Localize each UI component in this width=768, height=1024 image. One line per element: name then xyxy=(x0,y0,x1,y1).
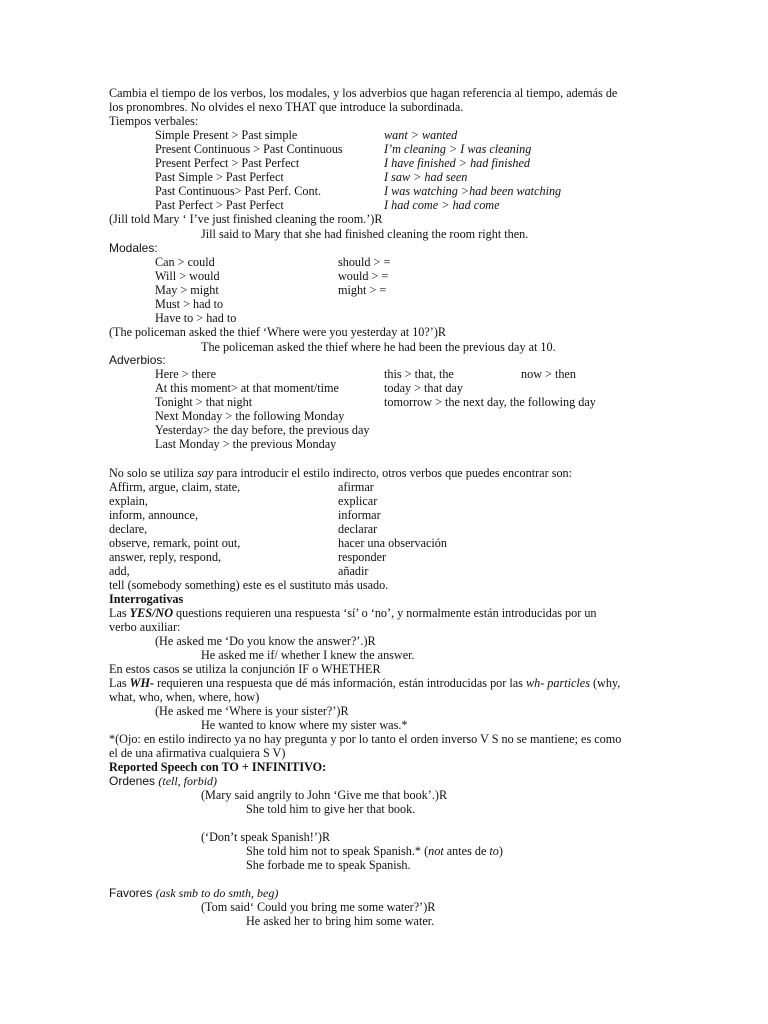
wh-line xyxy=(109,676,620,690)
ex2-reported-pre: She told him not to speak Spanish.* ( xyxy=(246,844,429,858)
infinitive-example-reported: She forbade me to speak Spanish. xyxy=(246,858,411,872)
tense-rule: Past Simple > Past Perfect xyxy=(155,170,284,184)
verb-spanish: informar xyxy=(338,508,381,522)
tenses-example-direct: (Jill told Mary ‘ I’ve just finished cleaning the room.’)R xyxy=(109,212,383,226)
favours-hint: (ask smb to do smth, beg) xyxy=(155,886,279,900)
adverb-rule: At this moment> at that moment/time xyxy=(155,381,339,395)
adverb-rule: Next Monday > the following Monday xyxy=(155,409,345,423)
adverb-rule: Here > there xyxy=(155,367,217,381)
adverb-rule: this > that, the xyxy=(384,367,454,381)
tense-example: I had come > had come xyxy=(384,198,500,212)
ex2-not: not xyxy=(428,844,444,858)
modal-rule: would > = xyxy=(338,269,389,283)
yesno-pre: Las xyxy=(109,606,130,620)
questions-heading: Interrogativas xyxy=(109,592,184,606)
verbs-intro-post: para introducir el estilo indirecto, otros verbos que puedes encontrar son: xyxy=(213,466,573,480)
intro-line-2: los pronombres. No olvides el nexo THAT que introduce la subordinada. xyxy=(109,100,464,114)
wh-italic: wh- particles xyxy=(525,676,590,690)
yesno-line xyxy=(109,606,597,620)
infinitive-example-direct: (Tom said‘ Could you bring me some water?’)R xyxy=(201,900,436,914)
modals-example-direct: (The policeman asked the thief ‘Where were you yesterday at 10?’)R xyxy=(109,325,447,339)
question-example-direct: (He asked me ‘Where is your sister?’)R xyxy=(155,704,349,718)
orders-label: Ordenes xyxy=(109,774,159,788)
tenses-heading: Tiempos verbales: xyxy=(109,114,199,128)
note-line-1: *(Ojo: en estilo indirecto ya no hay pregunta y por lo tanto el orden inverso V S no se mantiene; es como xyxy=(109,732,622,746)
orders-hint: (tell, forbid) xyxy=(158,774,218,788)
verb-english: Affirm, argue, claim, state, xyxy=(109,480,241,494)
tense-example: I have finished > had finished xyxy=(384,156,530,170)
question-example-reported: He asked me if/ whether I knew the answer. xyxy=(201,648,415,662)
verb-english: answer, reply, respond, xyxy=(109,550,222,564)
modals-example-reported: The policeman asked the thief where he had been the previous day at 10. xyxy=(201,340,556,354)
ex2-to: to xyxy=(489,844,499,858)
verbs-intro xyxy=(109,466,572,480)
tense-rule: Present Continuous > Past Continuous xyxy=(155,142,343,156)
verb-english: declare, xyxy=(109,522,148,536)
infinitive-heading: Reported Speech con TO + INFINITIVO: xyxy=(109,760,327,774)
question-example-direct: (He asked me ‘Do you know the answer?’.)R xyxy=(155,634,376,648)
ex2-close: ) xyxy=(498,844,503,858)
yesno-post: questions requieren una respuesta ‘sí’ o ‘no’, y normalmente están introducidas por un xyxy=(173,606,597,620)
verb-spanish: hacer una observación xyxy=(338,536,447,550)
infinitive-example-reported xyxy=(246,844,503,858)
favours-label: Favores xyxy=(109,886,156,900)
tense-rule: Simple Present > Past simple xyxy=(155,128,298,142)
modal-rule: Can > could xyxy=(155,255,215,269)
adverb-rule: Yesterday> the day before, the previous day xyxy=(155,423,370,437)
modal-rule: May > might xyxy=(155,283,219,297)
modal-rule: should > = xyxy=(338,255,391,269)
note-line-2: el de una afirmativa cualquiera S V) xyxy=(109,746,286,760)
yesno-line-2: verbo auxiliar: xyxy=(109,620,181,634)
question-example-reported: He wanted to know where my sister was.* xyxy=(201,718,408,732)
adverb-rule: tomorrow > the next day, the following day xyxy=(384,395,596,409)
verbs-intro-pre: No solo se utiliza xyxy=(109,466,198,480)
infinitive-example-reported: He asked her to bring him some water. xyxy=(246,914,435,928)
verb-spanish: afirmar xyxy=(338,480,374,494)
verb-english: observe, remark, point out, xyxy=(109,536,241,550)
infinitive-example-reported: She told him to give her that book. xyxy=(246,802,416,816)
modal-rule: Must > had to xyxy=(155,297,224,311)
yesno-bold: YES/NO xyxy=(129,606,173,620)
favours-line xyxy=(109,886,278,900)
tenses-example-reported: Jill said to Mary that she had finished cleaning the room right then. xyxy=(201,227,529,241)
tense-example: want > wanted xyxy=(384,128,458,142)
adverbs-heading: Adverbios: xyxy=(109,353,166,367)
verb-spanish: añadir xyxy=(338,564,369,578)
adverb-rule: Last Monday > the previous Monday xyxy=(155,437,337,451)
tense-rule: Present Perfect > Past Perfect xyxy=(155,156,300,170)
verb-spanish: explicar xyxy=(338,494,378,508)
wh-pre: Las xyxy=(109,676,130,690)
infinitive-example-direct: (‘Don’t speak Spanish!’)R xyxy=(201,830,331,844)
verbs-tell-line: tell (somebody something) este es el sustituto más usado. xyxy=(109,578,389,592)
modal-rule: might > = xyxy=(338,283,387,297)
ex2-mid: antes de xyxy=(443,844,490,858)
wh-post: (why, xyxy=(589,676,621,690)
tense-example: I saw > had seen xyxy=(384,170,468,184)
adverb-rule: today > that day xyxy=(384,381,463,395)
intro-line-1: Cambia el tiempo de los verbos, los modales, y los adverbios que hagan referencia al tiempo, además de xyxy=(109,86,618,100)
orders-line xyxy=(109,774,217,788)
modal-rule: Will > would xyxy=(155,269,220,283)
tense-example: I’m cleaning > I was cleaning xyxy=(384,142,532,156)
wh-mid: requieren una respuesta que dé más información, están introducidas por las xyxy=(154,676,526,690)
tense-rule: Past Perfect > Past Perfect xyxy=(155,198,284,212)
conjunction-line: En estos casos se utiliza la conjunción IF o WHETHER xyxy=(109,662,381,676)
verb-english: inform, announce, xyxy=(109,508,199,522)
verb-spanish: declarar xyxy=(338,522,378,536)
tense-example: I was watching >had been watching xyxy=(384,184,562,198)
wh-line-2: what, who, when, where, how) xyxy=(109,690,260,704)
wh-bold: WH- xyxy=(129,676,155,690)
tense-rule: Past Continuous> Past Perf. Cont. xyxy=(155,184,322,198)
modals-heading: Modales: xyxy=(109,241,158,255)
verb-spanish: responder xyxy=(338,550,387,564)
modal-rule: Have to > had to xyxy=(155,311,237,325)
infinitive-example-direct: (Mary said angrily to John ‘Give me that book’.)R xyxy=(201,788,448,802)
adverb-rule: Tonight > that night xyxy=(155,395,253,409)
adverb-rule: now > then xyxy=(521,367,576,381)
verbs-intro-say: say xyxy=(197,466,214,480)
verb-english: explain, xyxy=(109,494,148,508)
verb-english: add, xyxy=(109,564,130,578)
